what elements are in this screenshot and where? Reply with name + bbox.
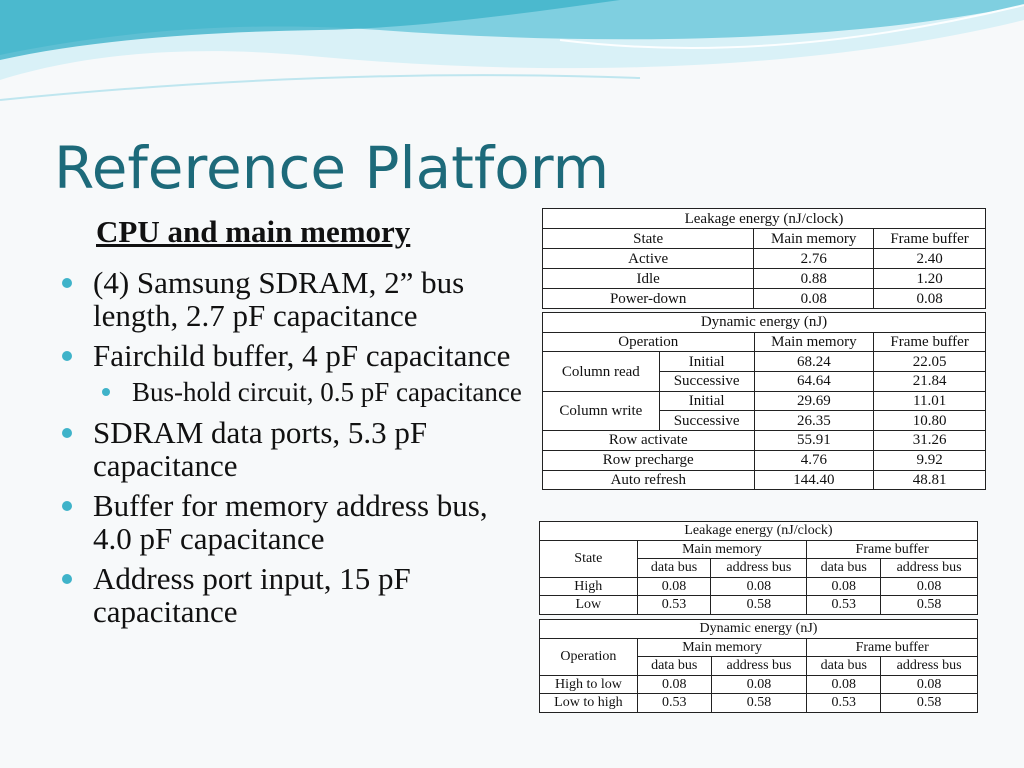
table-caption: Dynamic energy (nJ) xyxy=(540,620,978,639)
column-header: data bus xyxy=(637,559,711,578)
column-header: data bus xyxy=(807,657,881,676)
table-cell: 144.40 xyxy=(754,470,874,490)
column-group-header: Frame buffer xyxy=(807,540,978,559)
table-cell: 48.81 xyxy=(874,470,986,490)
row-header: Operation xyxy=(540,638,638,675)
table-cell: 26.35 xyxy=(754,411,874,431)
table-cell: 0.08 xyxy=(807,577,881,596)
table-cell: 0.53 xyxy=(637,694,711,713)
table-cell: 0.08 xyxy=(874,289,986,309)
table-cell: 31.26 xyxy=(874,431,986,451)
table-cell: 55.91 xyxy=(754,431,874,451)
table-cell: 0.08 xyxy=(754,289,874,309)
bus-dynamic-energy-table xyxy=(539,619,978,713)
table-header-row xyxy=(543,229,986,249)
row-group-label: Column write xyxy=(543,391,660,430)
table-header-row xyxy=(543,332,986,352)
section-subtitle: CPU and main memory xyxy=(96,214,411,249)
bullet-item: Fairchild buffer, 4 pF capacitance xyxy=(60,339,530,372)
table-cell: Low to high xyxy=(540,694,638,713)
slide-title: Reference Platform xyxy=(54,134,610,202)
table-cell: 2.40 xyxy=(874,249,986,269)
column-header: address bus xyxy=(881,657,978,676)
table-cell: High xyxy=(540,577,638,596)
column-group-header: Frame buffer xyxy=(807,638,978,657)
table-cell: 0.53 xyxy=(807,596,881,615)
table-cell: Power-down xyxy=(543,289,754,309)
table-row xyxy=(540,577,978,596)
row-sub-label: Initial xyxy=(659,391,754,411)
bullet-item: Buffer for memory address bus, 4.0 pF capacitance xyxy=(60,489,530,555)
table-cell: 0.08 xyxy=(881,577,978,596)
table-cell: 0.08 xyxy=(637,675,711,694)
column-header: address bus xyxy=(711,559,807,578)
row-sub-label: Successive xyxy=(659,372,754,392)
table-cell: 29.69 xyxy=(754,391,874,411)
table-cell: 0.58 xyxy=(881,694,978,713)
table-cell: 22.05 xyxy=(874,352,986,372)
table-cell: 2.76 xyxy=(754,249,874,269)
bullet-item: SDRAM data ports, 5.3 pF capacitance xyxy=(60,416,530,482)
column-header: State xyxy=(543,229,754,249)
table-row xyxy=(543,450,986,470)
column-header: data bus xyxy=(637,657,711,676)
table-row xyxy=(543,352,986,372)
bullet-item: (4) Samsung SDRAM, 2” bus length, 2.7 pF capacitance xyxy=(60,266,530,332)
bullet-item: Address port input, 15 pF capacitance xyxy=(60,562,530,628)
column-header: Frame buffer xyxy=(874,332,986,352)
table-cell: 68.24 xyxy=(754,352,874,372)
bus-leakage-energy-table xyxy=(539,521,978,615)
table-row xyxy=(543,249,986,269)
column-header: address bus xyxy=(881,559,978,578)
row-sub-label: Initial xyxy=(659,352,754,372)
table-cell: 0.53 xyxy=(637,596,711,615)
column-group-header: Main memory xyxy=(637,540,807,559)
sub-bullet-item: Bus-hold circuit, 0.5 pF capacitance xyxy=(100,377,530,407)
row-group-label: Column read xyxy=(543,352,660,391)
table-header-row xyxy=(540,540,978,559)
header-wave-decoration xyxy=(0,0,1024,125)
bullet-list xyxy=(60,266,530,635)
table-cell: 1.20 xyxy=(874,269,986,289)
table-cell: Active xyxy=(543,249,754,269)
table-row xyxy=(543,391,986,411)
leakage-energy-table xyxy=(542,208,986,309)
table-cell: Auto refresh xyxy=(543,470,755,490)
table-row xyxy=(543,470,986,490)
table-caption: Dynamic energy (nJ) xyxy=(543,313,986,333)
table-row xyxy=(543,431,986,451)
column-header: data bus xyxy=(807,559,881,578)
table-cell: High to low xyxy=(540,675,638,694)
column-header: Main memory xyxy=(754,229,874,249)
column-group-header: Main memory xyxy=(637,638,807,657)
table-cell: 9.92 xyxy=(874,450,986,470)
table-cell: 21.84 xyxy=(874,372,986,392)
column-header: Main memory xyxy=(754,332,874,352)
table-cell: 0.08 xyxy=(807,675,881,694)
table-caption: Leakage energy (nJ/clock) xyxy=(543,209,986,229)
table-cell: Idle xyxy=(543,269,754,289)
table-cell: Low xyxy=(540,596,638,615)
table-cell: 0.58 xyxy=(711,596,807,615)
table-cell: 0.08 xyxy=(711,577,807,596)
table-cell: 0.08 xyxy=(637,577,711,596)
table-header-row xyxy=(540,638,978,657)
column-header: Operation xyxy=(543,332,755,352)
table-caption: Leakage energy (nJ/clock) xyxy=(540,522,978,541)
table-cell: Row precharge xyxy=(543,450,755,470)
table-cell: 64.64 xyxy=(754,372,874,392)
table-row xyxy=(543,289,986,309)
table-cell: 0.58 xyxy=(881,596,978,615)
table-cell: 0.58 xyxy=(711,694,807,713)
dynamic-energy-table xyxy=(542,312,986,490)
table-cell: 11.01 xyxy=(874,391,986,411)
row-sub-label: Successive xyxy=(659,411,754,431)
column-header: address bus xyxy=(711,657,807,676)
table-row xyxy=(540,694,978,713)
table-cell: 0.08 xyxy=(881,675,978,694)
table-cell: 10.80 xyxy=(874,411,986,431)
table-cell: 0.88 xyxy=(754,269,874,289)
table-cell: 4.76 xyxy=(754,450,874,470)
table-row xyxy=(540,675,978,694)
column-header: Frame buffer xyxy=(874,229,986,249)
row-header: State xyxy=(540,540,638,577)
table-row xyxy=(540,596,978,615)
table-cell: 0.08 xyxy=(711,675,807,694)
table-row xyxy=(543,269,986,289)
table-cell: 0.53 xyxy=(807,694,881,713)
table-cell: Row activate xyxy=(543,431,755,451)
